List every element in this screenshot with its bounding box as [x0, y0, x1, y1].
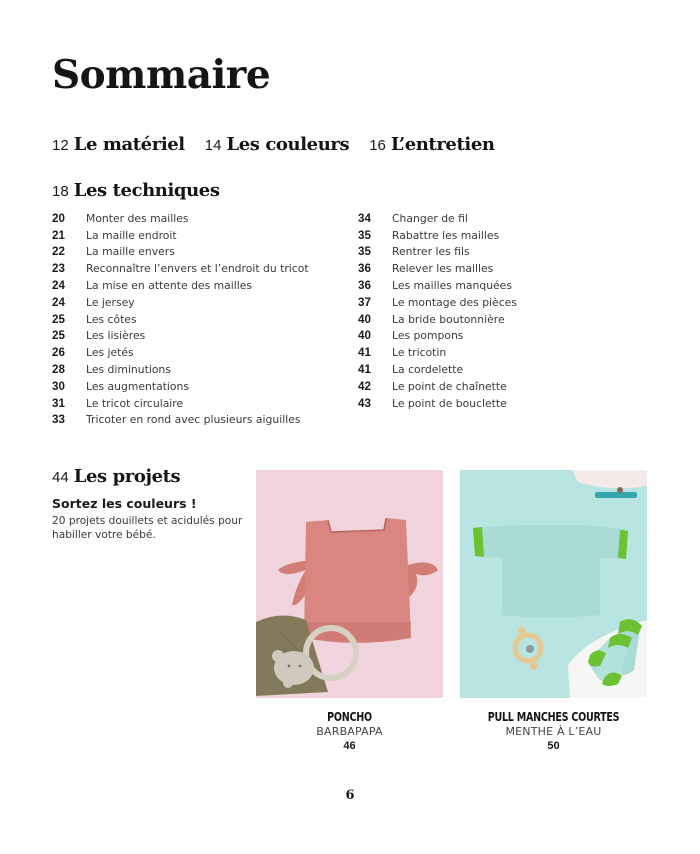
- entry-label: Les lisières: [86, 329, 146, 343]
- entry-label: Monter des mailles: [86, 211, 189, 225]
- toc-entry[interactable]: [358, 395, 517, 412]
- page-title: Sommaire: [52, 52, 271, 98]
- mint-knitted-sweater-photo: [460, 470, 647, 698]
- projects-description: 20 projets douillets et acidulés pour habiller votre bébé.: [52, 515, 243, 541]
- projects-subtitle: Sortez les couleurs !: [52, 496, 197, 511]
- entry-page: 35: [358, 245, 371, 259]
- project-page: 50: [547, 740, 560, 752]
- entry-label: Changer de fil: [392, 211, 468, 225]
- section-page: 12: [52, 137, 69, 154]
- entry-page: 35: [358, 228, 371, 242]
- entry-label: Les diminutions: [86, 363, 171, 377]
- entry-page: 21: [52, 228, 65, 242]
- entry-page: 24: [52, 295, 65, 309]
- toc-entry[interactable]: [52, 378, 309, 395]
- entry-label: Reconnaître l’envers et l’endroit du tricot: [86, 262, 309, 276]
- entry-page: 41: [358, 363, 371, 377]
- entry-page: 33: [52, 413, 65, 427]
- section-couleurs[interactable]: [205, 134, 349, 155]
- project-card-pull[interactable]: [460, 470, 647, 752]
- section-page: 16: [369, 137, 386, 154]
- section-page: 18: [52, 183, 69, 200]
- section-projets[interactable]: [52, 466, 180, 487]
- section-label: Le matériel: [73, 134, 185, 155]
- toc-entry[interactable]: [52, 277, 309, 294]
- entry-page: 36: [358, 279, 371, 293]
- toc-entry[interactable]: [52, 395, 309, 412]
- entry-page: 36: [358, 262, 371, 276]
- pink-knitted-poncho-photo: [256, 470, 443, 698]
- section-page: 14: [204, 137, 222, 154]
- toc-entry[interactable]: [52, 311, 309, 328]
- toc-entry[interactable]: [52, 260, 309, 277]
- entry-page: 34: [358, 211, 371, 225]
- entry-page: 40: [358, 312, 371, 326]
- toc-entry[interactable]: [358, 294, 517, 311]
- section-entretien[interactable]: [369, 134, 494, 155]
- section-label: Les couleurs: [226, 134, 350, 155]
- entry-page: 30: [52, 379, 65, 393]
- toc-entry[interactable]: [358, 328, 517, 345]
- entry-label: Les pompons: [392, 329, 464, 343]
- toc-entry[interactable]: [52, 361, 309, 378]
- entry-page: 43: [358, 396, 371, 410]
- section-page: 44: [52, 469, 69, 486]
- entry-page: 42: [358, 379, 371, 393]
- entry-label: Le point de bouclette: [392, 396, 507, 410]
- toc-entry[interactable]: [358, 227, 517, 244]
- top-sections: [52, 134, 495, 155]
- toc-entry[interactable]: [358, 311, 517, 328]
- entry-label: La bride boutonnière: [392, 312, 505, 326]
- techniques-list-right: [358, 210, 517, 412]
- entry-page: 41: [358, 346, 371, 360]
- entry-page: 25: [52, 329, 65, 343]
- entry-page: 26: [52, 346, 65, 360]
- section-materiel[interactable]: [52, 134, 185, 155]
- toc-entry[interactable]: [52, 210, 309, 227]
- entry-page: 28: [52, 363, 65, 377]
- toc-entry[interactable]: [52, 294, 309, 311]
- entry-page: 23: [52, 262, 65, 276]
- toc-entry[interactable]: [358, 277, 517, 294]
- entry-label: Les augmentations: [86, 379, 189, 393]
- toc-entry[interactable]: [52, 344, 309, 361]
- entry-label: La mise en attente des mailles: [86, 279, 253, 293]
- entry-label: Les mailles manquées: [392, 279, 512, 293]
- entry-page: 31: [52, 396, 65, 410]
- entry-label: Rentrer les fils: [392, 245, 470, 259]
- poncho-illustration: [256, 470, 443, 698]
- section-techniques[interactable]: [52, 180, 220, 201]
- entry-label: Le tricot circulaire: [86, 396, 184, 410]
- entry-label: Le tricotin: [392, 346, 447, 360]
- toc-entry[interactable]: [52, 412, 309, 429]
- project-title: PULL MANCHES COURTES: [487, 709, 620, 724]
- section-label: L’entretien: [390, 134, 495, 155]
- toc-entry[interactable]: [358, 260, 517, 277]
- techniques-list-left: [52, 210, 309, 428]
- project-page: 46: [343, 740, 356, 752]
- entry-page: 24: [52, 279, 65, 293]
- entry-page: 37: [358, 295, 371, 309]
- entry-label: Le montage des pièces: [392, 295, 517, 309]
- toc-entry[interactable]: [52, 227, 309, 244]
- section-label: Les projets: [73, 466, 181, 487]
- toc-entry[interactable]: [52, 328, 309, 345]
- page-number: [0, 788, 700, 803]
- entry-label: Le jersey: [86, 295, 135, 309]
- project-card-poncho[interactable]: [256, 470, 443, 752]
- project-subtitle: MENTHE À L’EAU: [505, 725, 602, 738]
- entry-page: 22: [52, 245, 65, 259]
- project-subtitle: BARBAPAPA: [316, 725, 383, 738]
- project-title: PONCHO: [327, 709, 372, 724]
- entry-label: Les jetés: [86, 346, 134, 360]
- entry-label: Le point de chaînette: [392, 379, 507, 393]
- toc-entry[interactable]: [358, 210, 517, 227]
- toc-entry[interactable]: [358, 344, 517, 361]
- entry-label: La maille endroit: [86, 228, 177, 242]
- entry-label: Tricoter en rond avec plusieurs aiguilles: [86, 413, 301, 427]
- entry-label: Les côtes: [86, 312, 137, 326]
- entry-label: Relever les mailles: [392, 262, 494, 276]
- entry-page: 20: [52, 211, 65, 225]
- entry-page: 40: [358, 329, 371, 343]
- entry-label: La cordelette: [392, 363, 464, 377]
- entry-label: La maille envers: [86, 245, 175, 259]
- toc-entry[interactable]: [358, 361, 517, 378]
- page-number-value: 6: [345, 788, 355, 803]
- entry-page: 25: [52, 312, 65, 326]
- toc-entry[interactable]: [52, 244, 309, 261]
- toc-entry[interactable]: [358, 244, 517, 261]
- section-label: Les techniques: [73, 180, 220, 201]
- toc-entry[interactable]: [358, 378, 517, 395]
- sweater-illustration: [460, 470, 647, 698]
- entry-label: Rabattre les mailles: [392, 228, 500, 242]
